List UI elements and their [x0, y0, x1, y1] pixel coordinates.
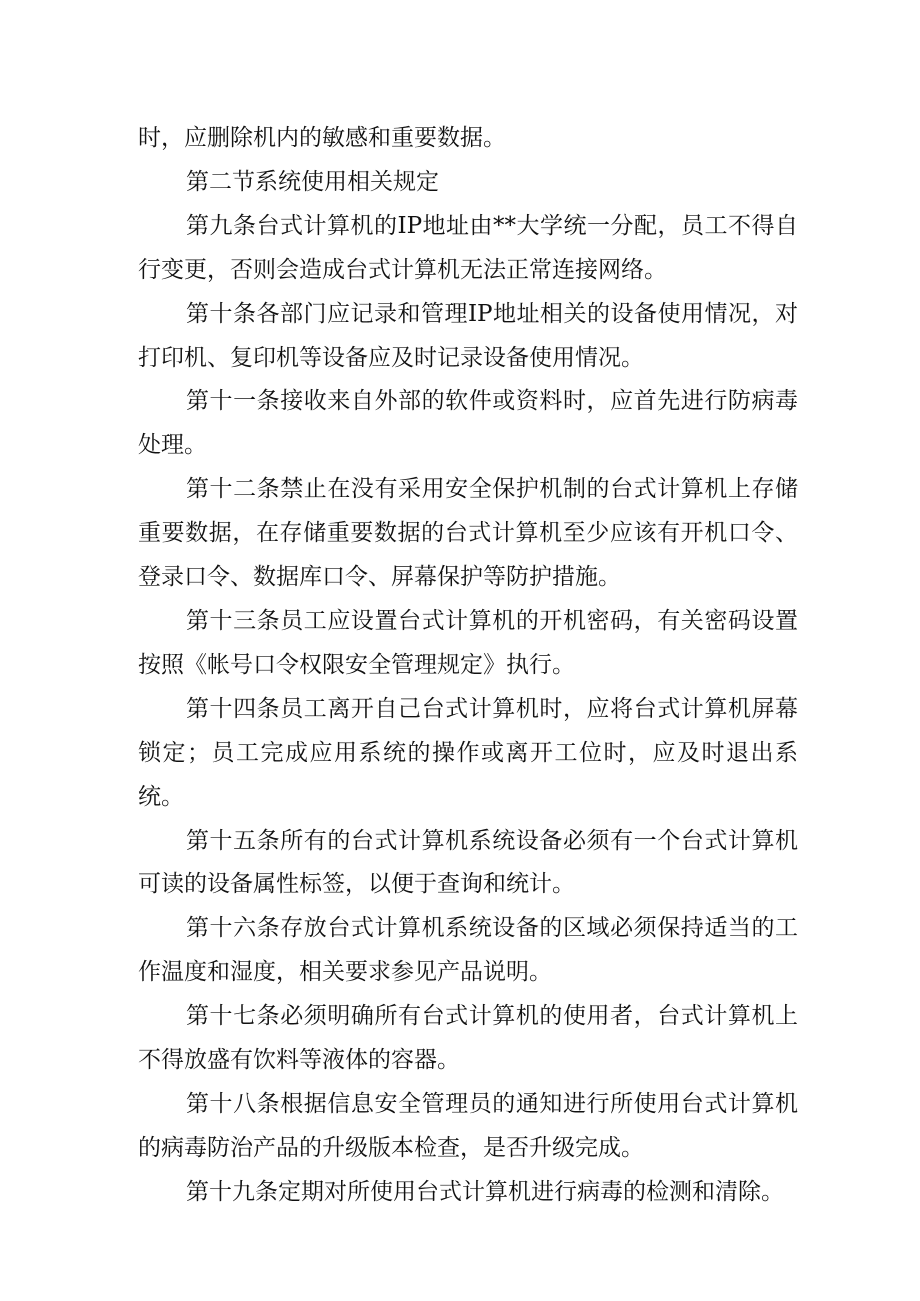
article-18: 第十八条根据信息安全管理员的通知进行所使用台式计算机的病毒防治产品的升级版本检查，是否升级完成。 [138, 1090, 798, 1161]
article-15: 第十五条所有的台式计算机系统设备必须有一个台式计算机可读的设备属性标签，以便于查询和统计。 [138, 827, 798, 898]
section-heading: 第二节系统使用相关规定 [186, 168, 439, 195]
article-12: 第十二条禁止在没有采用安全保护机制的台式计算机上存储重要数据，在存储重要数据的台式计算机至少应该有开机口令、登录口令、数据库口令、屏幕保护等防护措施。 [138, 476, 798, 591]
article-14: 第十四条员工离开自己台式计算机时，应将台式计算机屏幕锁定；员工完成应用系统的操作或离开工位时，应及时退出系统。 [138, 695, 798, 810]
document-body [138, 117, 798, 1215]
article-17: 第十七条必须明确所有台式计算机的使用者，台式计算机上不得放盛有饮料等液体的容器。 [138, 1003, 798, 1074]
article-13: 第十三条员工应设置台式计算机的开机密码，有关密码设置按照《帐号口令权限安全管理规定》执行。 [138, 607, 798, 678]
paragraph-continuation: 时，应删除机内的敏感和重要数据。 [138, 125, 506, 151]
article-19: 第十九条定期对所使用台式计算机进行病毒的检测和清除。 [186, 1178, 784, 1205]
article-16: 第十六条存放台式计算机系统设备的区域必须保持适当的工作温度和湿度，相关要求参见产品说明。 [138, 915, 798, 986]
article-11: 第十一条接收来自外部的软件或资料时，应首先进行防病毒处理。 [138, 388, 798, 459]
article-9: 第九条台式计算机的IP地址由**大学统一分配，员工不得自行变更，否则会造成台式计算机无法正常连接网络。 [138, 212, 798, 283]
article-10: 第十条各部门应记录和管理IP地址相关的设备使用情况，对打印机、复印机等设备应及时记录设备使用情况。 [138, 300, 798, 371]
